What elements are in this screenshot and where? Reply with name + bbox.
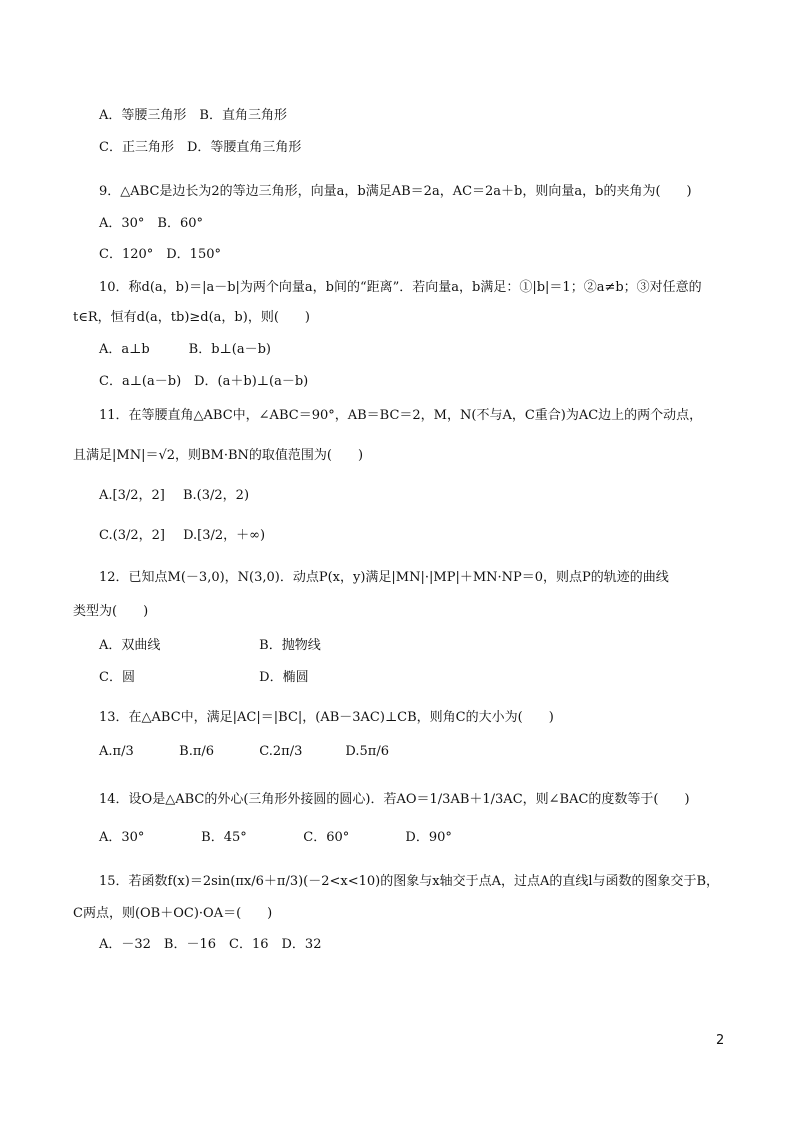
q14-stem: 14．设O是△ABC的外心(三角形外接圆的圆心)．若AO＝1/3AB＋1/3AC，则∠BAC的度数等于( ): [99, 792, 690, 807]
q13-option-d: D.5π/6: [345, 744, 389, 759]
q14-option-a: A．30°: [99, 830, 145, 845]
q10-stem-line1: 10．称d(a，b)＝|a－b|为两个向量a，b间的“距离”．若向量a，b满足：①|b|＝1；②a≠b；③对任意的: [99, 280, 702, 295]
q12-option-a: A．双曲线: [99, 638, 161, 653]
q15-stem-line1: 15．若函数f(x)＝2sin(πx/6＋π/3)(－2<x<10)的图象与x轴交于点A，过点A的直线l与函数的图象交于B，: [99, 874, 720, 889]
q9-stem: 9．△ABC是边长为2的等边三角形，向量a，b满足AB＝2a，AC＝2a＋b，则向量a，b的夹角为( ): [99, 184, 692, 199]
q14-option-d: D．90°: [405, 830, 452, 845]
q9-options-cd: C．120° D．150°: [99, 247, 221, 262]
q11-options-ab: [99, 484, 249, 503]
q12-options-cd: [99, 666, 309, 685]
q13-option-a: A.π/3: [99, 744, 134, 759]
q11-option-b: B.(3/2，2): [183, 488, 250, 503]
q11-stem-line2: 且满足|MN|＝√2，则BM·BN的取值范围为( ): [73, 448, 364, 463]
q9-options-ab: A．30° B．60°: [99, 216, 204, 231]
q11-stem-line1: 11．在等腰直角△ABC中，∠ABC＝90°，AB＝BC＝2，M，N(不与A，C重合)为AC边上的两个动点，: [99, 408, 703, 423]
q12-stem-line1: 12．已知点M(－3,0)，N(3,0)．动点P(x，y)满足|MN|·|MP|＋MN·NP＝0，则点P的轨迹的曲线: [99, 570, 669, 585]
q14-option-b: B．45°: [201, 830, 247, 845]
q8-options-ab: A．等腰三角形 B．直角三角形: [99, 108, 287, 123]
q12-options-ab: [99, 634, 321, 653]
q11-option-a: A.[3/2，2]: [99, 488, 165, 503]
q10-options-cd: C．a⊥(a－b) D．(a＋b)⊥(a－b): [99, 374, 309, 389]
q12-stem-line2: 类型为( ): [73, 604, 149, 619]
q12-option-b: B．抛物线: [259, 638, 321, 653]
q13-options: [99, 744, 389, 759]
q15-stem-line2: C两点，则(OB＋OC)·OA＝( ): [73, 906, 273, 921]
q10-options-ab: A．a⊥b B．b⊥(a－b): [99, 342, 272, 357]
q11-option-d: D.[3/2，＋∞): [183, 528, 266, 543]
q13-option-c: C.2π/3: [259, 744, 303, 759]
q14-options: [99, 826, 452, 845]
q13-option-b: B.π/6: [179, 744, 215, 759]
q12-option-d: D．椭圆: [259, 670, 309, 685]
q15-options: A．－32 B．－16 C．16 D．32: [99, 937, 322, 952]
q8-options-cd: C．正三角形 D．等腰直角三角形: [99, 140, 302, 155]
q11-option-c: C.(3/2，2]: [99, 528, 165, 543]
q14-option-c: C．60°: [303, 830, 350, 845]
q11-options-cd: [99, 524, 265, 543]
q12-option-c: C．圆: [99, 670, 135, 685]
q10-stem-line2: t∈R，恒有d(a，tb)≥d(a，b)，则( ): [73, 310, 310, 325]
page-number: 2: [716, 1033, 725, 1048]
q13-stem: 13．在△ABC中，满足|AC|＝|BC|，(AB－3AC)⊥CB，则角C的大小为( ): [99, 710, 554, 725]
